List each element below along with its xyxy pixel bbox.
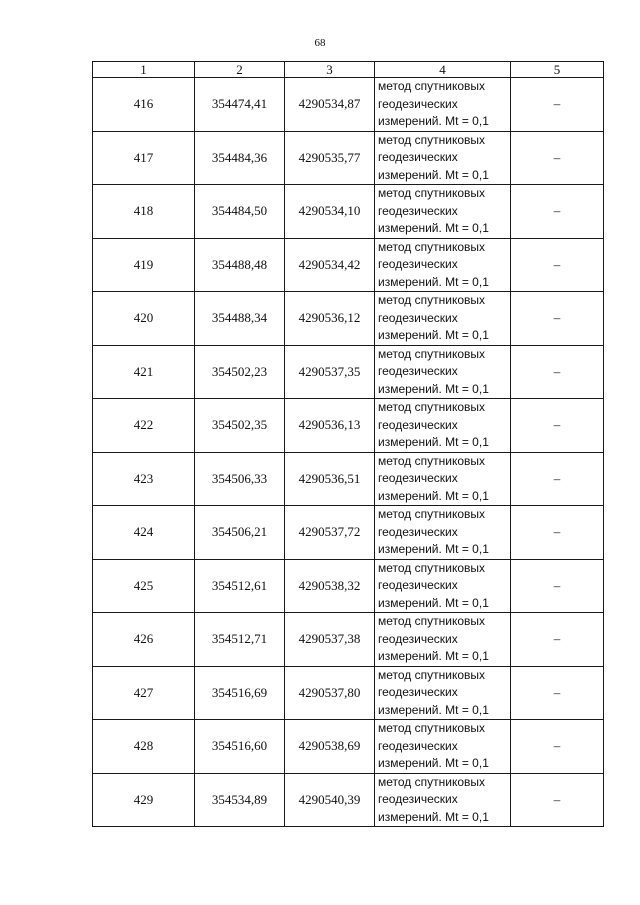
method-line: геодезических	[378, 578, 458, 592]
method-cell	[375, 773, 511, 827]
table-row	[93, 292, 604, 346]
note-cell: –	[511, 559, 604, 613]
method-cell	[375, 559, 511, 613]
table-body	[93, 62, 604, 827]
method-cell	[375, 238, 511, 292]
note-cell: –	[511, 452, 604, 506]
x-coordinate-cell: 354484,50	[195, 185, 285, 239]
x-coordinate-cell: 354488,48	[195, 238, 285, 292]
y-coordinate-cell: 4290537,72	[285, 506, 375, 560]
y-coordinate-cell: 4290537,80	[285, 666, 375, 720]
method-line: геодезических	[378, 364, 458, 378]
method-line: геодезических	[378, 524, 458, 539]
point-number-cell: 421	[93, 345, 195, 399]
page-number: 68	[314, 37, 326, 49]
method-line: измерений. Mt = 0,1	[378, 488, 489, 503]
note-cell: –	[511, 720, 604, 774]
method-line: метод спутниковых	[378, 560, 486, 575]
y-coordinate-cell: 4290534,87	[285, 78, 375, 132]
y-coordinate-cell: 4290537,38	[285, 613, 375, 667]
method-cell	[375, 131, 511, 185]
x-coordinate-cell: 354534,89	[195, 773, 285, 827]
point-number-cell: 428	[93, 720, 195, 774]
coordinates-table	[92, 61, 604, 827]
method-line: метод спутниковых	[378, 721, 486, 735]
note-cell: –	[511, 506, 604, 560]
note-cell: –	[511, 292, 604, 346]
table-row	[93, 238, 604, 292]
method-line: геодезических	[378, 150, 458, 164]
method-cell	[375, 78, 511, 132]
method-line: геодезических	[378, 685, 458, 699]
method-line: измерений. Mt = 0,1	[378, 649, 489, 663]
point-number-cell: 422	[93, 399, 195, 453]
method-cell	[375, 399, 511, 453]
method-line: метод спутниковых	[378, 400, 486, 414]
method-line: метод спутниковых	[378, 346, 486, 361]
point-number-cell: 427	[93, 666, 195, 720]
method-line: измерений. Mt = 0,1	[378, 595, 489, 610]
point-number-cell: 429	[93, 773, 195, 827]
method-line: метод спутниковых	[378, 453, 486, 468]
method-line: метод спутниковых	[378, 186, 486, 200]
x-coordinate-cell: 354516,60	[195, 720, 285, 774]
note-cell: –	[511, 78, 604, 132]
x-coordinate-cell: 354474,41	[195, 78, 285, 132]
method-line: измерений. Mt = 0,1	[378, 756, 489, 770]
method-cell	[375, 720, 511, 774]
method-cell	[375, 452, 511, 506]
note-cell: –	[511, 185, 604, 239]
table-row	[93, 506, 604, 560]
point-number-cell: 419	[93, 238, 195, 292]
method-line: метод спутниковых	[378, 239, 486, 254]
header-row	[93, 62, 604, 78]
method-line: геодезических	[378, 257, 458, 271]
method-line: геодезических	[378, 792, 458, 806]
note-cell: –	[511, 773, 604, 827]
y-coordinate-cell: 4290534,42	[285, 238, 375, 292]
point-number-cell: 416	[93, 78, 195, 132]
table-row	[93, 773, 604, 827]
point-number-cell: 418	[93, 185, 195, 239]
method-line: измерений. Mt = 0,1	[378, 274, 489, 289]
point-number-cell: 417	[93, 131, 195, 185]
x-coordinate-cell: 354484,36	[195, 131, 285, 185]
method-line: метод спутниковых	[378, 667, 486, 682]
x-coordinate-cell: 354502,35	[195, 399, 285, 453]
method-line: измерений. Mt = 0,1	[378, 809, 489, 824]
method-line: метод спутниковых	[378, 79, 486, 93]
x-coordinate-cell: 354506,21	[195, 506, 285, 560]
table-row	[93, 720, 604, 774]
method-line: измерений. Mt = 0,1	[378, 114, 489, 128]
method-line: измерений. Mt = 0,1	[378, 435, 489, 449]
x-coordinate-cell: 354502,23	[195, 345, 285, 399]
method-line: геодезических	[378, 310, 458, 325]
point-number-cell: 426	[93, 613, 195, 667]
y-coordinate-cell: 4290540,39	[285, 773, 375, 827]
x-coordinate-cell: 354512,71	[195, 613, 285, 667]
point-number-cell: 424	[93, 506, 195, 560]
method-line: метод спутниковых	[378, 774, 486, 789]
method-line: метод спутниковых	[378, 614, 486, 628]
note-cell: –	[511, 613, 604, 667]
method-cell	[375, 613, 511, 667]
method-cell	[375, 666, 511, 720]
method-line: геодезических	[378, 96, 458, 111]
method-line: измерений. Mt = 0,1	[378, 328, 489, 342]
method-line: метод спутниковых	[378, 132, 486, 147]
method-line: геодезических	[378, 417, 458, 432]
y-coordinate-cell: 4290535,77	[285, 131, 375, 185]
method-line: метод спутниковых	[378, 507, 486, 521]
method-line: измерений. Mt = 0,1	[378, 381, 489, 396]
x-coordinate-cell: 354512,61	[195, 559, 285, 613]
method-cell	[375, 506, 511, 560]
y-coordinate-cell: 4290537,35	[285, 345, 375, 399]
y-coordinate-cell: 4290538,69	[285, 720, 375, 774]
method-line: геодезических	[378, 203, 458, 218]
method-cell	[375, 185, 511, 239]
x-coordinate-cell: 354516,69	[195, 666, 285, 720]
method-line: геодезических	[378, 631, 458, 646]
method-line: измерений. Mt = 0,1	[378, 702, 489, 717]
x-coordinate-cell: 354506,33	[195, 452, 285, 506]
header-col-4: 4	[375, 62, 511, 78]
y-coordinate-cell: 4290536,51	[285, 452, 375, 506]
method-line: измерений. Mt = 0,1	[378, 167, 489, 182]
note-cell: –	[511, 345, 604, 399]
table-row	[93, 185, 604, 239]
method-line: измерений. Mt = 0,1	[378, 221, 489, 235]
table-row	[93, 613, 604, 667]
header-col-5: 5	[511, 62, 604, 78]
note-cell: –	[511, 399, 604, 453]
table-row	[93, 452, 604, 506]
table-row	[93, 78, 604, 132]
y-coordinate-cell: 4290536,12	[285, 292, 375, 346]
method-line: метод спутниковых	[378, 293, 486, 307]
y-coordinate-cell: 4290536,13	[285, 399, 375, 453]
table-row	[93, 559, 604, 613]
note-cell: –	[511, 666, 604, 720]
table-row	[93, 131, 604, 185]
note-cell: –	[511, 131, 604, 185]
note-cell: –	[511, 238, 604, 292]
y-coordinate-cell: 4290538,32	[285, 559, 375, 613]
header-col-3: 3	[285, 62, 375, 78]
x-coordinate-cell: 354488,34	[195, 292, 285, 346]
point-number-cell: 425	[93, 559, 195, 613]
point-number-cell: 423	[93, 452, 195, 506]
method-line: геодезических	[378, 738, 458, 753]
method-line: измерений. Mt = 0,1	[378, 542, 489, 556]
table-row	[93, 345, 604, 399]
method-cell	[375, 345, 511, 399]
method-line: геодезических	[378, 471, 458, 485]
method-cell	[375, 292, 511, 346]
y-coordinate-cell: 4290534,10	[285, 185, 375, 239]
table-row	[93, 399, 604, 453]
header-col-2: 2	[195, 62, 285, 78]
table-row	[93, 666, 604, 720]
header-col-1: 1	[93, 62, 195, 78]
point-number-cell: 420	[93, 292, 195, 346]
